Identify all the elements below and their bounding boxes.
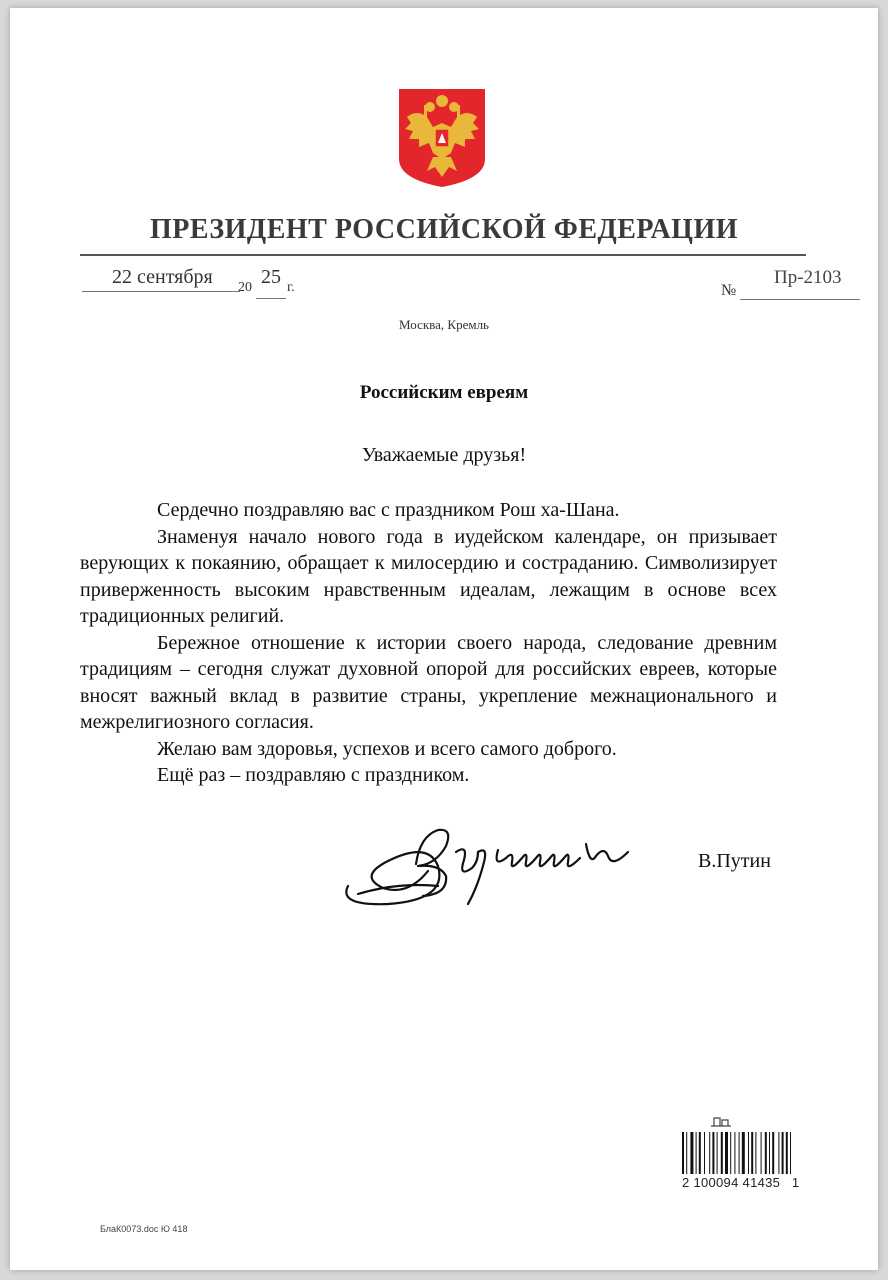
letter-title: Российским евреям [359,382,529,403]
number-sign: № [721,282,737,299]
letterhead-heading: ПРЕЗИДЕНТ РОССИЙСКОЙ ФЕДЕРАЦИИ [149,214,739,245]
year-g: г. [287,280,295,295]
signer-name: В.Путин [698,850,771,872]
year-prefix: 20 [238,280,252,295]
barcode-icon [680,1132,826,1174]
year-suffix: 25 [261,266,281,288]
paragraph: Желаю вам здоровья, успехов и всего самого доброго. [157,737,617,760]
form-code: БлаК0073.doc Ю 418 [100,1224,188,1234]
paragraph: Ещё раз – поздравляю с праздником. [157,764,470,786]
barcode-block [678,1114,828,1194]
date-day-month: 22 сентября [112,266,213,288]
paragraph: Бережное отношение к истории своего народа, следование древним традициям – сегодня служат духовной опорой для российских евреев, которые вносят важный вклад в развитие страны, укрепление межнационального и межрелигиозного согласия. [80,631,777,733]
date-underline [82,291,240,292]
paragraph: Знаменуя начало нового года в иудейском календаре, он призывает верующих к покаянию, обращает к милосердию и состраданию. Символизирует приверженность высоким нравственным идеалам, лежащим в основе всех традиционных религий. [80,525,777,627]
letter-page [10,8,878,1270]
number-underline [740,299,860,300]
signature-icon [328,816,648,916]
letter-body [80,497,777,789]
paragraph: Сердечно поздравляю вас с праздником Рош ха-Шана. [157,499,620,521]
coat-of-arms-icon [397,87,487,189]
letter-greeting: Уважаемые друзья! [361,444,527,466]
year-underline [256,298,286,299]
printer-logo-icon [708,1114,734,1130]
barcode-number: 2 100094 41435 1 [682,1175,800,1190]
place-line: Москва, Кремль [399,317,489,332]
heading-rule [80,254,806,256]
document-number: Пр-2103 [774,267,842,288]
